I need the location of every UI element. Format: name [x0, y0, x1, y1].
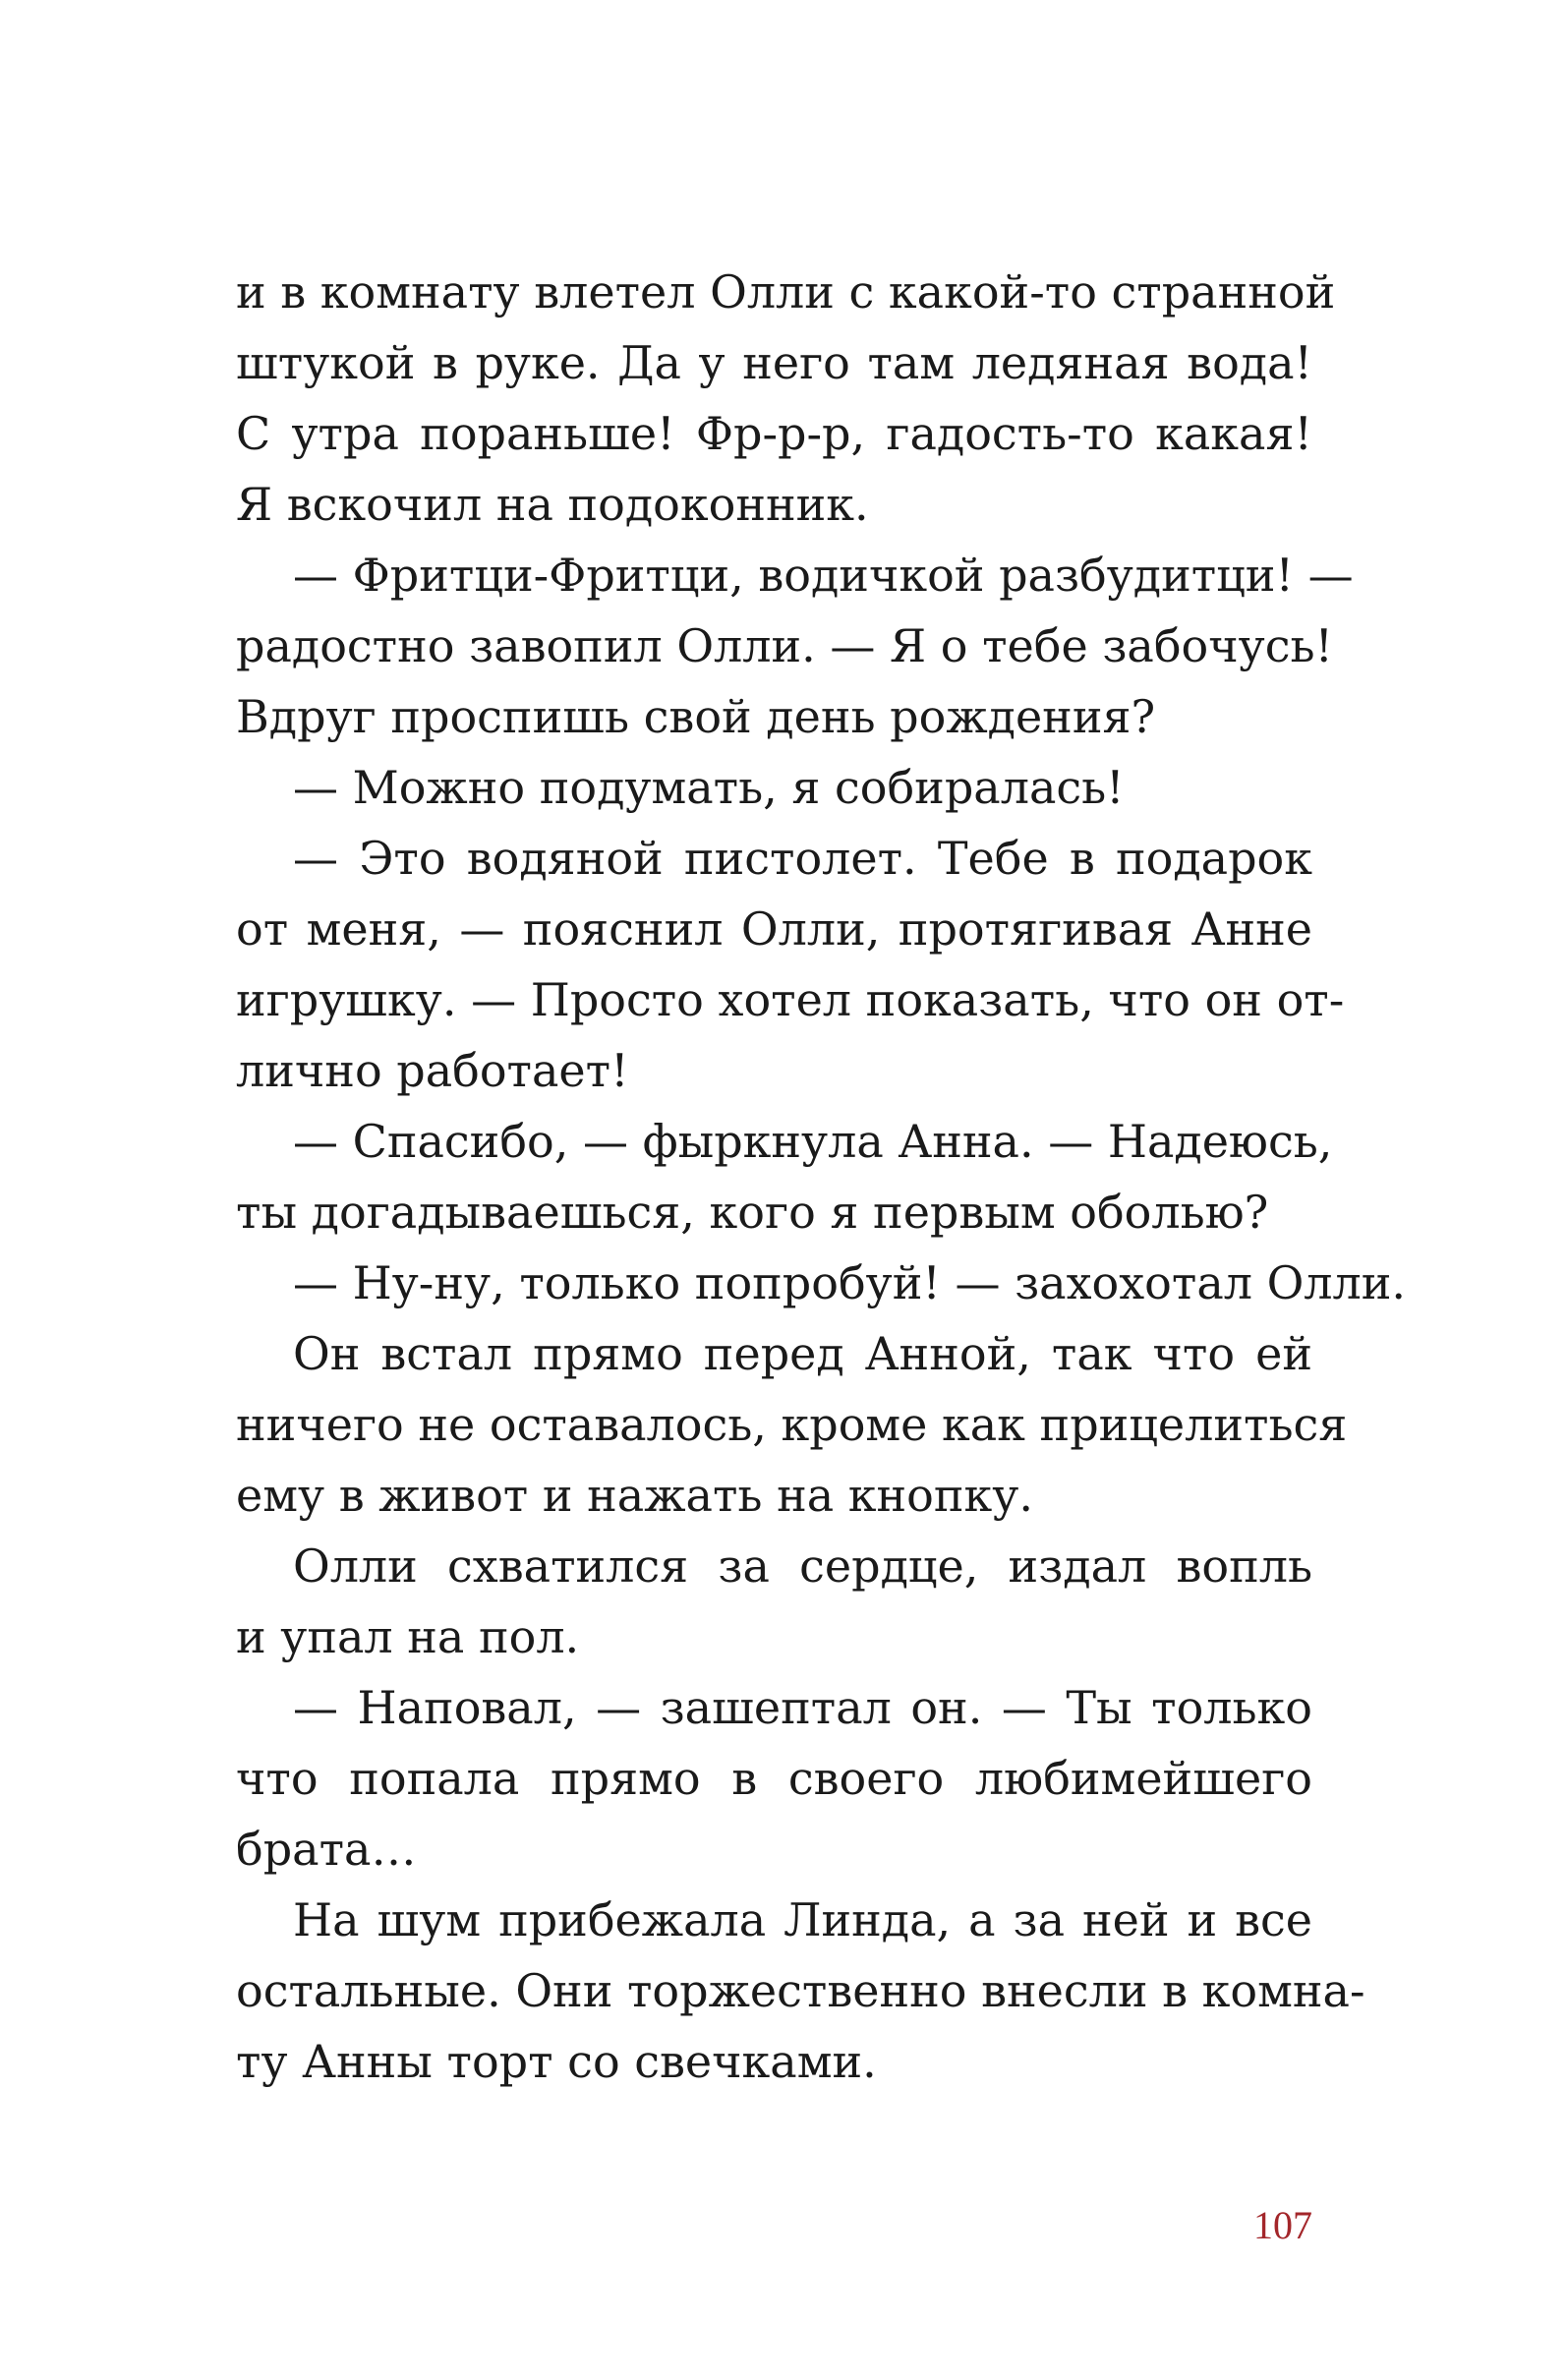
text-line: Он встал прямо перед Анной, так что ей [293, 1327, 1312, 1380]
text-line: ту Анны торт со свечками. [236, 2035, 877, 2088]
body-text [236, 257, 1407, 2097]
text-line: и в комнату влетел Олли с какой-то странной [236, 265, 1336, 319]
text-line: радостно завопил Олли. — Я о тебе забочусь! [236, 619, 1333, 672]
text-line: — Это водяной пистолет. Тебе в подарок [293, 832, 1312, 885]
text-line: остальные. Они торжественно внесли в комна- [236, 1964, 1365, 2017]
text-line: ему в живот и нажать на кнопку. [236, 1469, 1033, 1522]
text-line: игрушку. — Просто хотел показать, что он от- [236, 973, 1345, 1026]
text-line: На шум прибежала Линда, а за ней и все [293, 1893, 1312, 1946]
text-line: и упал на пол. [236, 1610, 580, 1663]
text-line: — Можно подумать, я собиралась! [293, 761, 1125, 814]
text-line: — Наповал, — зашептал он. — Ты только [293, 1681, 1312, 1734]
text-line: Вдруг проспишь свой день рождения? [236, 690, 1156, 743]
text-line: — Фритци-Фритци, водичкой разбудитци! — [293, 549, 1354, 602]
text-line: ничего не оставалось, кроме как прицелиться [236, 1398, 1348, 1451]
text-line: брата… [236, 1823, 417, 1876]
text-line: — Ну-ну, только попробуй! — захохотал Олли. [293, 1256, 1407, 1309]
text-line: штукой в руке. Да у него там ледяная вода! [236, 336, 1312, 389]
text-line: лично работает! [236, 1044, 629, 1097]
text-line: Олли схватился за сердце, издал вопль [293, 1539, 1312, 1593]
text-line: что попала прямо в своего любимейшего [236, 1752, 1312, 1805]
text-line: от меня, — пояснил Олли, протягивая Анне [236, 902, 1312, 956]
text-line: — Спасибо, — фыркнула Анна. — Надеюсь, [293, 1115, 1333, 1168]
text-line: Я вскочил на подоконник. [236, 478, 869, 531]
page-number: 107 [1253, 2203, 1312, 2247]
text-line: ты догадываешься, кого я первым оболью? [236, 1186, 1269, 1239]
text-line: С утра пораньше! Фр-р-р, гадость-то какая! [236, 407, 1312, 460]
